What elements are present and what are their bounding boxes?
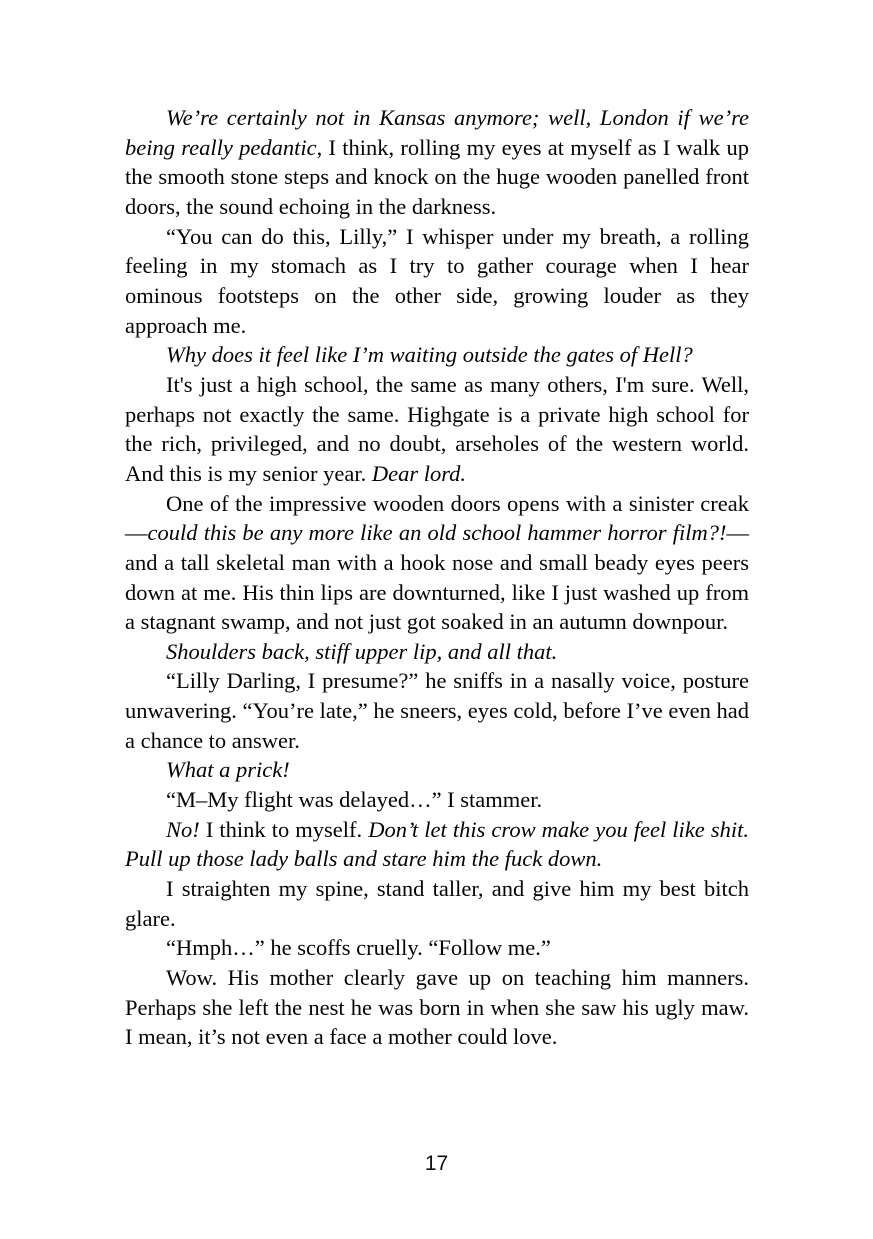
paragraph <box>125 755 749 785</box>
paragraph <box>125 637 749 667</box>
paragraph <box>125 874 749 933</box>
paragraph <box>125 222 749 341</box>
text-segment: It's just a high school, the same as many others, I'm sure. Well, perhaps not exactly the same. Highgate is a private high school for the rich, privileged, and no doubt, arseholes of the western world. And this is my senior year. <box>125 371 749 486</box>
text-segment: Wow. His mother clearly gave up on teaching him manners. Perhaps she left the nest he was born in when she saw his ugly maw. I mean, it’s not even a face a mother could love. <box>125 965 749 1050</box>
text-segment: I think to myself. <box>199 816 369 842</box>
page-number: 17 <box>424 1152 449 1175</box>
text-segment: “Lilly Darling, I presume?” he sniffs in a nasally voice, posture unwavering. “You’re late,” he sneers, eyes cold, before I’ve even had a chance to answer. <box>125 668 749 753</box>
text-segment: Why does it feel like I’m waiting outside the gates of Hell? <box>166 342 693 368</box>
paragraph <box>125 963 749 1052</box>
page-body <box>125 103 749 1052</box>
text-segment: I straighten my spine, stand taller, and give him my best bitch glare. <box>125 876 749 931</box>
paragraph <box>125 785 749 815</box>
text-segment: “M–My flight was delayed…” I stammer. <box>166 787 543 813</box>
paragraph <box>125 666 749 755</box>
text-segment: —and a tall skeletal man with a hook nose and small beady eyes peers down at me. His thin lips are downturned, like I just washed up from a stagnant swamp, and not just got soaked in an autumn downpour. <box>125 520 749 635</box>
text-segment: could this be any more like an old school hammer horror film?! <box>147 520 727 546</box>
paragraph <box>125 815 749 874</box>
text-segment: Don’t let this crow make you feel like shit. Pull up those lady balls and stare him the fuck down. <box>125 816 749 872</box>
text-segment: No! <box>166 816 200 842</box>
text-segment: We’re certainly not in Kansas anymore; well, London if we’re being really pedantic <box>125 105 749 160</box>
text-segment: , I think, rolling my eyes at myself as I walk up the smooth stone steps and knock on the huge wooden panelled front doors, the sound echoing in the darkness. <box>125 134 749 219</box>
text-segment: One of the impressive wooden doors opens with a sinister creak— <box>125 490 749 546</box>
paragraph <box>125 489 749 637</box>
text-segment: Shoulders back, stiff upper lip, and all that. <box>166 638 558 664</box>
paragraph <box>125 340 749 370</box>
paragraph <box>125 103 749 222</box>
text-segment: What a prick! <box>166 757 290 783</box>
paragraph <box>125 933 749 963</box>
text-segment: “You can do this, Lilly,” I whisper under my breath, a rolling feeling in my stomach as I try to gather courage when I hear ominous footsteps on the other side, growing louder as they approach me. <box>125 223 749 338</box>
paragraph <box>125 370 749 489</box>
text-segment: Dear lord. <box>371 460 467 486</box>
text-segment: “Hmph…” he scoffs cruelly. “Follow me.” <box>166 935 551 961</box>
